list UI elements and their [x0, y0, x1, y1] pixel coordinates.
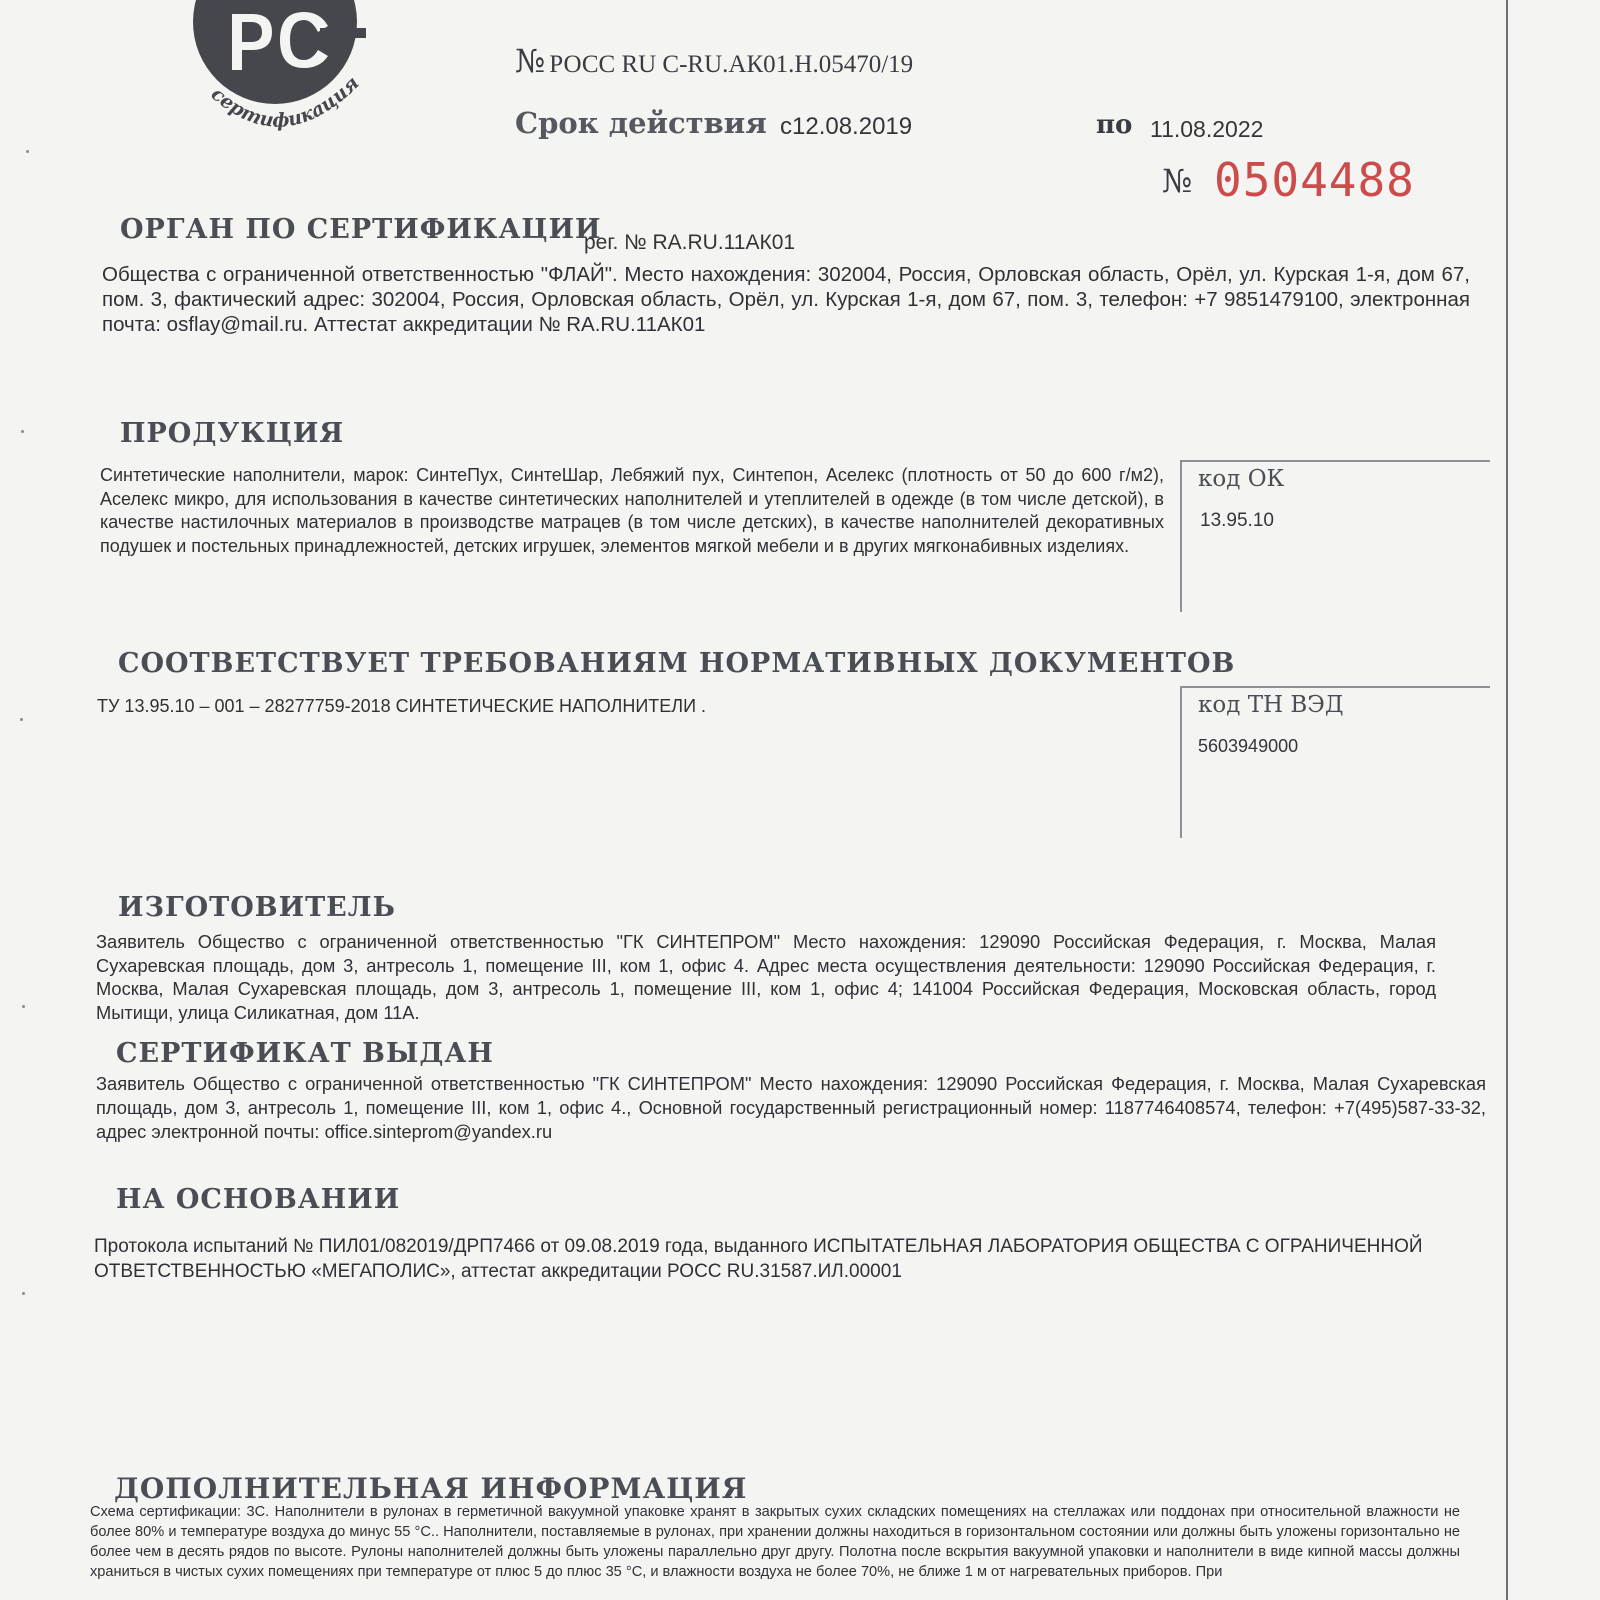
certification-body-text: Общества с ограниченной ответственностью "ФЛАЙ". Место нахождения: 302004, Россия, Орловская область, Орёл, ул. Курская 1-я, дом 67, пом. 3, фактический адрес: 302004, Россия, Орловская область, Орёл, ул. Курская 1-я, дом 67, пом. 3, телефон: +7 9851479100, электронная почта: osflay@mail.ru. Аттестат аккредитации № RA.RU.11АК01 — [102, 263, 1470, 336]
validity-date-from: с12.08.2019 — [780, 113, 913, 140]
serial-number-sign: № — [1162, 162, 1193, 200]
product-text: Синтетические наполнители, марок: СинтеПух, СинтеШар, Лебяжий пух, Синтепон, Аселекс (плотность от 50 до 600 г/м2), Аселекс микро, для использования в качестве синтетических наполнителей и утеплителей в одежде (в том числе детской), в качестве настилочных материалов в производстве матрацев (в том числе детских), в качестве наполнителей декоративных подушек и постельных принадлежностей, детских игрушек, элементов мягкой мебели и в других мягконабивных изделиях. — [100, 465, 1164, 556]
basis-heading: НА ОСНОВАНИИ — [116, 1184, 401, 1215]
product-heading: ПРОДУКЦИЯ — [120, 418, 345, 449]
conformity-text: ТУ 13.95.10 – 001 – 28277759-2018 СИНТЕТИЧЕСКИЕ НАПОЛНИТЕЛИ . — [97, 696, 707, 716]
number-sign: № — [515, 42, 546, 80]
okpd-code-label: код ОК — [1198, 466, 1285, 492]
additional-info-heading: ДОПОЛНИТЕЛЬНАЯ ИНФОРМАЦИЯ — [114, 1472, 748, 1505]
manufacturer-text: Заявитель Общество с ограниченной ответственностью "ГК СИНТЕПРОМ" Место нахождения: 129090 Российская Федерация, г. Москва, Малая Сухаревская площадь, дом 3, антресоль 1, помещение III, ком 1, офис 4. Адрес места осуществления деятельности: 129090 Российская Федерация, г. Москва, Малая Сухаревская площадь, дом 3, антресоль 1, помещение III, ком 1, офис 4; 141004 Российская Федерация, Московская область, город Мытищи, улица Силикатная, дом 11А. — [96, 931, 1436, 1023]
certification-body-heading: ОРГАН ПО СЕРТИФИКАЦИИ — [120, 214, 602, 245]
additional-info-text: Схема сертификации: 3С. Наполнители в рулонах в герметичной вакуумной упаковке хранят в закрытых сухих складских помещениях на стеллажах или поддонах при относительной влажности не более 80% и температуре воздуха до минус 55 °С.. Наполнители, поставляемые в рулонах, при хранении должны находиться в горизонтальном состоянии или должны быть уложены горизонтально не более чем в десять рядов по высоте. Рулоны наполнителей должны быть уложены параллельно друг другу. Полотна после вскрытия вакуумной упаковки и наполнители в виде кипной массы должны храниться в чистых сухих помещениях при температуре от плюс 5 до плюс 35 °С, и влажности воздуха не более 70%, не ближе 1 м от нагревательных приборов. При — [90, 1504, 1460, 1580]
manufacturer-heading: ИЗГОТОВИТЕЛЬ — [118, 892, 396, 923]
certification-body-reg: рег. № RA.RU.11АК01 — [584, 231, 796, 254]
page-border — [1506, 0, 1508, 1600]
svg-text:сертификация: сертификация — [206, 71, 364, 132]
conformity-heading: СООТВЕТСТВУЕТ ТРЕБОВАНИЯМ НОРМАТИВНЫХ ДОКУМЕНТОВ — [118, 648, 1236, 679]
issued-to-heading: СЕРТИФИКАТ ВЫДАН — [116, 1038, 494, 1069]
basis-text: Протокола испытаний № ПИЛ01/082019/ДРП7466 от 09.08.2019 года, выданного ИСПЫТАТЕЛЬНАЯ ЛАБОРАТОРИЯ ОБЩЕСТВА С ОГРАНИЧЕННОЙ ОТВЕТСТВЕННОСТЬЮ «МЕГАПОЛИС», аттестат аккредитации РОСС RU.31587.ИЛ.00001 — [94, 1236, 1423, 1282]
validity-label: Срок действия — [515, 106, 767, 140]
certificate-number — [515, 42, 913, 80]
rst-certification-logo — [180, 0, 380, 150]
tnved-code-value: 5603949000 — [1198, 736, 1299, 756]
issued-to-text: Заявитель Общество с ограниченной ответственностью "ГК СИНТЕПРОМ" Место нахождения: 129090 Российская Федерация, г. Москва, Малая Сухаревская площадь, дом 3, антресоль 1, помещение III, ком 1, офис 4., Основной государственный регистрационный номер: 1187746408574, телефон: +7(495)587-33-32, адрес электронной почты: office.sintеprom@yandex.ru — [96, 1073, 1486, 1142]
validity-date-to: 11.08.2022 — [1150, 116, 1264, 142]
tnved-code-label: код ТН ВЭД — [1198, 692, 1344, 718]
okpd-code-value: 13.95.10 — [1200, 510, 1274, 531]
serial-number: 0504488 — [1214, 153, 1415, 207]
certificate-number-value: РОСС RU С-RU.АК01.Н.05470/19 — [549, 51, 914, 78]
validity-to-label: по — [1096, 110, 1133, 140]
